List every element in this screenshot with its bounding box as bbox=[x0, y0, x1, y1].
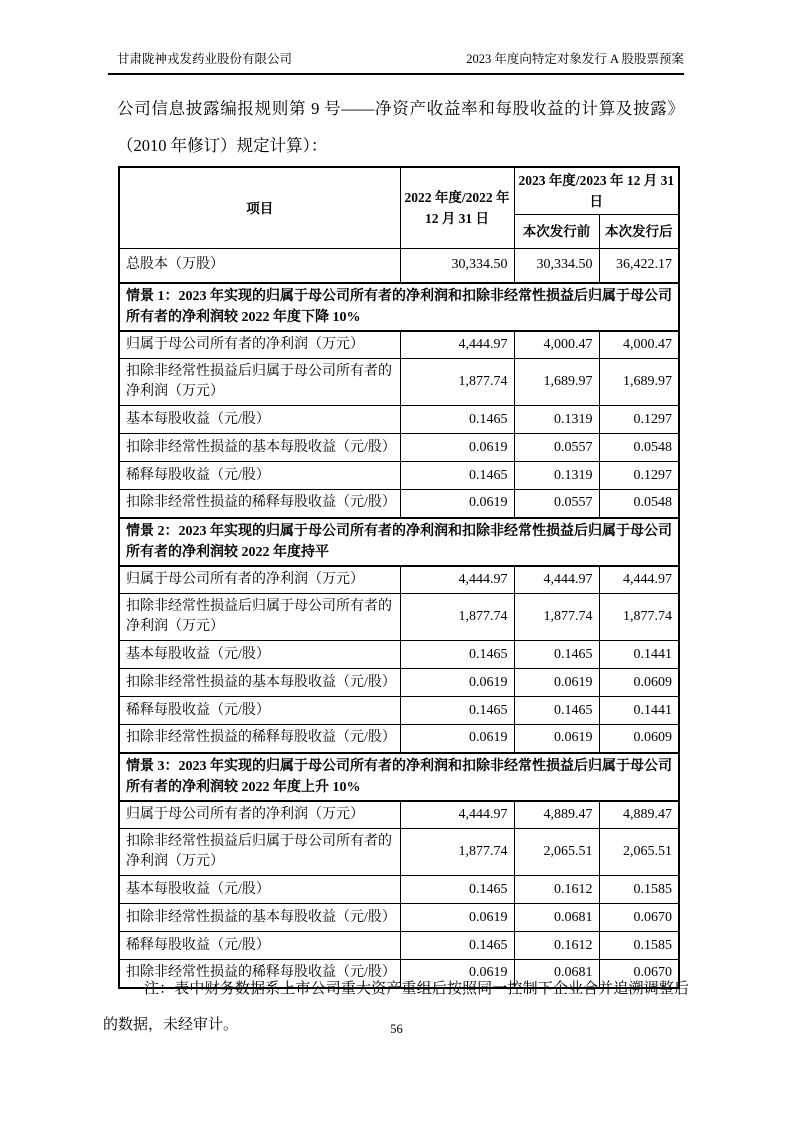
value-after-issue: 0.0609 bbox=[599, 669, 679, 697]
row-label: 扣除非经常性损益后归属于母公司所有者的净利润（万元） bbox=[119, 359, 400, 406]
page-number: 56 bbox=[390, 1022, 403, 1036]
value-before-issue: 4,000.47 bbox=[514, 331, 599, 359]
value-before-issue: 0.1465 bbox=[514, 641, 599, 669]
row-label: 稀释每股收益（元/股） bbox=[119, 462, 400, 490]
value-before-issue: 0.1319 bbox=[514, 406, 599, 434]
value-after-issue: 0.1441 bbox=[599, 697, 679, 725]
column-header-item: 项目 bbox=[119, 167, 400, 249]
table-row bbox=[119, 725, 679, 753]
value-2022: 0.1465 bbox=[400, 406, 514, 434]
value-after-issue: 0.0609 bbox=[599, 725, 679, 753]
value-before-issue: 30,334.50 bbox=[514, 249, 599, 283]
value-2022: 0.1465 bbox=[400, 697, 514, 725]
table-row bbox=[119, 359, 679, 406]
section-header-row bbox=[119, 283, 679, 331]
intro-line-1: 公司信息披露编报规则第 9 号——净资产收益率和每股收益的计算及披露》 bbox=[117, 99, 684, 118]
section-2-title: 情景 2：2023 年实现的归属于母公司所有者的净利润和扣除非经常性损益后归属于母公司所有者的净利润较 2022 年度持平 bbox=[119, 518, 679, 566]
section-header-row bbox=[119, 753, 679, 801]
row-label: 扣除非经常性损益后归属于母公司所有者的净利润（万元） bbox=[119, 829, 400, 876]
row-label: 归属于母公司所有者的净利润（万元） bbox=[119, 331, 400, 359]
value-after-issue: 2,065.51 bbox=[599, 829, 679, 876]
row-label: 扣除非经常性损益后归属于母公司所有者的净利润（万元） bbox=[119, 594, 400, 641]
table-row bbox=[119, 829, 679, 876]
value-2022: 0.1465 bbox=[400, 932, 514, 960]
value-2022: 0.0619 bbox=[400, 669, 514, 697]
value-before-issue: 0.0619 bbox=[514, 725, 599, 753]
table-row bbox=[119, 876, 679, 904]
value-after-issue: 1,689.97 bbox=[599, 359, 679, 406]
column-header-after-issue: 本次发行后 bbox=[599, 215, 679, 249]
row-label: 归属于母公司所有者的净利润（万元） bbox=[119, 801, 400, 829]
value-after-issue: 4,444.97 bbox=[599, 566, 679, 594]
table-row bbox=[119, 434, 679, 462]
value-2022: 0.0619 bbox=[400, 434, 514, 462]
value-2022: 1,877.74 bbox=[400, 594, 514, 641]
row-label: 归属于母公司所有者的净利润（万元） bbox=[119, 566, 400, 594]
table-row bbox=[119, 669, 679, 697]
value-after-issue: 0.1585 bbox=[599, 876, 679, 904]
value-before-issue: 1,877.74 bbox=[514, 594, 599, 641]
row-label: 扣除非经常性损益的稀释每股收益（元/股） bbox=[119, 490, 400, 518]
row-label: 扣除非经常性损益的稀释每股收益（元/股） bbox=[119, 725, 400, 753]
table-row bbox=[119, 566, 679, 594]
section-header-row bbox=[119, 518, 679, 566]
value-after-issue: 0.0670 bbox=[599, 960, 679, 988]
table-row bbox=[119, 801, 679, 829]
row-label: 基本每股收益（元/股） bbox=[119, 406, 400, 434]
value-after-issue: 0.0670 bbox=[599, 904, 679, 932]
value-2022: 0.0619 bbox=[400, 725, 514, 753]
value-before-issue: 4,444.97 bbox=[514, 566, 599, 594]
intro-paragraph bbox=[117, 90, 684, 164]
row-label: 基本每股收益（元/股） bbox=[119, 876, 400, 904]
value-2022: 0.1465 bbox=[400, 641, 514, 669]
table-row bbox=[119, 932, 679, 960]
value-2022: 0.0619 bbox=[400, 960, 514, 988]
value-before-issue: 4,889.47 bbox=[514, 801, 599, 829]
value-after-issue: 4,000.47 bbox=[599, 331, 679, 359]
row-label: 稀释每股收益（元/股） bbox=[119, 932, 400, 960]
value-2022: 4,444.97 bbox=[400, 566, 514, 594]
column-header-2023: 2023 年度/2023 年 12 月 31 日 bbox=[514, 167, 679, 215]
running-header bbox=[108, 52, 684, 75]
header-document-title: 2023 年度向特定对象发行 A 股股票预案 bbox=[466, 52, 684, 66]
value-before-issue: 2,065.51 bbox=[514, 829, 599, 876]
value-before-issue: 0.1612 bbox=[514, 876, 599, 904]
row-label: 扣除非经常性损益的稀释每股收益（元/股） bbox=[119, 960, 400, 988]
value-2022: 0.0619 bbox=[400, 904, 514, 932]
value-before-issue: 1,689.97 bbox=[514, 359, 599, 406]
value-after-issue: 4,889.47 bbox=[599, 801, 679, 829]
column-header-2022: 2022 年度/2022 年 12 月 31 日 bbox=[400, 167, 514, 249]
value-before-issue: 0.0557 bbox=[514, 490, 599, 518]
value-before-issue: 0.0557 bbox=[514, 434, 599, 462]
value-before-issue: 0.1612 bbox=[514, 932, 599, 960]
value-before-issue: 0.0619 bbox=[514, 669, 599, 697]
table-row bbox=[119, 249, 679, 283]
value-before-issue: 0.1465 bbox=[514, 697, 599, 725]
value-2022: 1,877.74 bbox=[400, 829, 514, 876]
value-2022: 1,877.74 bbox=[400, 359, 514, 406]
value-2022: 4,444.97 bbox=[400, 801, 514, 829]
table-row bbox=[119, 462, 679, 490]
value-after-issue: 1,877.74 bbox=[599, 594, 679, 641]
header-company-name: 甘肃陇神戎发药业股份有限公司 bbox=[117, 52, 293, 66]
value-after-issue: 36,422.17 bbox=[599, 249, 679, 283]
value-after-issue: 0.1297 bbox=[599, 406, 679, 434]
value-after-issue: 0.0548 bbox=[599, 490, 679, 518]
intro-line-2: （2010 年修订）规定计算）： bbox=[117, 136, 328, 155]
column-header-before-issue: 本次发行前 bbox=[514, 215, 599, 249]
table-row bbox=[119, 697, 679, 725]
row-label: 基本每股收益（元/股） bbox=[119, 641, 400, 669]
table-row bbox=[119, 406, 679, 434]
table-row bbox=[119, 490, 679, 518]
value-2022: 0.1465 bbox=[400, 876, 514, 904]
row-label: 稀释每股收益（元/股） bbox=[119, 697, 400, 725]
table-row bbox=[119, 904, 679, 932]
value-2022: 0.0619 bbox=[400, 490, 514, 518]
value-after-issue: 0.1585 bbox=[599, 932, 679, 960]
table-row bbox=[119, 594, 679, 641]
value-2022: 4,444.97 bbox=[400, 331, 514, 359]
row-label: 扣除非经常性损益的基本每股收益（元/股） bbox=[119, 669, 400, 697]
value-after-issue: 0.1297 bbox=[599, 462, 679, 490]
financial-table bbox=[118, 166, 680, 989]
table-footnote: 注：表中财务数据系上市公司重大资产重组后按照同一控制下企业合并追溯调整后的数据，未经审计。 bbox=[103, 981, 689, 1033]
value-before-issue: 0.1319 bbox=[514, 462, 599, 490]
section-1-title: 情景 1：2023 年实现的归属于母公司所有者的净利润和扣除非经常性损益后归属于母公司所有者的净利润较 2022 年度下降 10% bbox=[119, 283, 679, 331]
row-label: 扣除非经常性损益的基本每股收益（元/股） bbox=[119, 434, 400, 462]
table-header-row-1 bbox=[119, 167, 679, 215]
value-2022: 30,334.50 bbox=[400, 249, 514, 283]
value-before-issue: 0.0681 bbox=[514, 960, 599, 988]
value-before-issue: 0.0681 bbox=[514, 904, 599, 932]
row-label: 总股本（万股） bbox=[119, 249, 400, 283]
table-row bbox=[119, 641, 679, 669]
table-row bbox=[119, 331, 679, 359]
value-2022: 0.1465 bbox=[400, 462, 514, 490]
value-after-issue: 0.1441 bbox=[599, 641, 679, 669]
row-label: 扣除非经常性损益的基本每股收益（元/股） bbox=[119, 904, 400, 932]
section-3-title: 情景 3：2023 年实现的归属于母公司所有者的净利润和扣除非经常性损益后归属于母公司所有者的净利润较 2022 年度上升 10% bbox=[119, 753, 679, 801]
value-after-issue: 0.0548 bbox=[599, 434, 679, 462]
